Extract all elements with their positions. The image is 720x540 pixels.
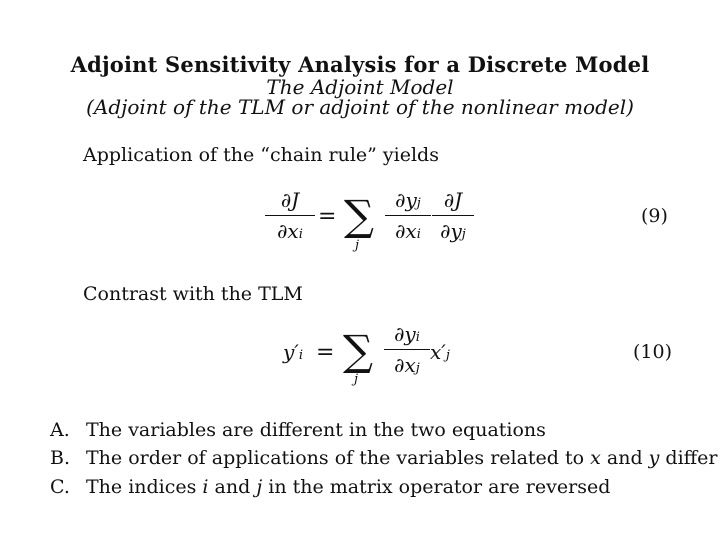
fraction-bar — [384, 349, 430, 350]
equation-number-9: (9) — [641, 205, 668, 227]
equation-9 — [0, 182, 720, 262]
eq10-rhs — [430, 340, 450, 364]
eq9-f1-den-sub: i — [416, 227, 421, 242]
fraction-bar — [385, 215, 431, 216]
eq9-sum-symbol: ∑ — [344, 191, 374, 240]
eq10-lhs — [283, 340, 303, 364]
eq9-f1-numerator — [385, 188, 431, 212]
list-item-label: C. — [50, 476, 70, 498]
eq9-f2-den-text: ∂y — [440, 219, 462, 243]
eq10-rhs-sub: j — [445, 348, 450, 363]
list-b-text-c: differ — [659, 447, 718, 469]
eq10-equals: = — [316, 340, 335, 365]
list-item-a — [50, 419, 710, 443]
eq9-f2-numerator: ∂J — [443, 188, 463, 212]
fraction-bar — [432, 215, 474, 216]
eq10-f-den-sub: j — [415, 361, 420, 376]
eq9-sum-index: j — [355, 238, 360, 253]
eq10-f-denominator — [384, 353, 430, 377]
eq9-lhs-numerator: ∂J — [280, 188, 300, 212]
eq10-rhs-text: x′ — [430, 340, 446, 364]
eq9-fraction-1 — [385, 188, 431, 243]
list-c-text-c: in the matrix operator are reversed — [262, 476, 611, 498]
chain-rule-intro: Application of the “chain rule” yields — [83, 144, 439, 166]
eq10-lhs-text: y′ — [283, 340, 299, 364]
list-item-text: The variables are different in the two equations — [86, 419, 546, 441]
equation-number-10: (10) — [633, 341, 673, 363]
list-c-text-b: and — [208, 476, 257, 498]
eq9-f2-den-sub: j — [461, 227, 466, 242]
eq9-lhs-denominator — [265, 219, 315, 243]
eq9-lhs-fraction — [265, 188, 315, 243]
eq9-lhs-den-text: ∂x — [277, 219, 299, 243]
slide-subtitle: The Adjoint Model — [266, 75, 454, 99]
list-item-label: A. — [50, 419, 70, 441]
equation-10 — [0, 318, 720, 398]
eq9-f1-denominator — [385, 219, 431, 243]
eq10-f-num-sub: i — [415, 330, 420, 345]
eq9-lhs-den-sub: i — [298, 227, 303, 242]
eq10-f-numerator — [384, 322, 430, 346]
eq10-sum-index: j — [354, 372, 359, 387]
fraction-bar — [265, 215, 315, 216]
list-c-var-i: i — [202, 476, 209, 498]
list-b-var-x: x — [590, 447, 601, 469]
eq10-lhs-sub: i — [298, 348, 304, 363]
eq9-equals: = — [318, 204, 337, 229]
list-item-b — [50, 447, 718, 471]
eq9-f1-den-text: ∂x — [395, 219, 417, 243]
eq9-f1-num-sub: j — [416, 196, 421, 211]
list-c-var-j: j — [256, 476, 263, 498]
list-c-text-a: The indices — [86, 476, 203, 498]
eq9-fraction-2 — [432, 188, 474, 243]
list-item-c — [50, 476, 710, 500]
list-b-text-a: The order of applications of the variables related to — [86, 447, 591, 469]
eq9-f2-denominator — [432, 219, 474, 243]
eq9-f1-num-text: ∂y — [395, 188, 417, 212]
list-item-text — [86, 476, 610, 498]
list-b-var-y: y — [648, 447, 660, 469]
eq10-sum-symbol: ∑ — [343, 326, 373, 375]
list-item-label: B. — [50, 447, 71, 469]
eq10-f-den-text: ∂x — [394, 353, 416, 377]
tlm-contrast-intro: Contrast with the TLM — [83, 283, 303, 305]
list-b-text-b: and — [600, 447, 649, 469]
eq10-fraction — [384, 322, 430, 377]
eq10-f-num-text: ∂y — [394, 322, 416, 346]
slide-subtitle-note: (Adjoint of the TLM or adjoint of the nonlinear model) — [86, 95, 634, 119]
list-item-text — [86, 447, 718, 469]
slide-title: Adjoint Sensitivity Analysis for a Discrete Model — [70, 52, 650, 77]
